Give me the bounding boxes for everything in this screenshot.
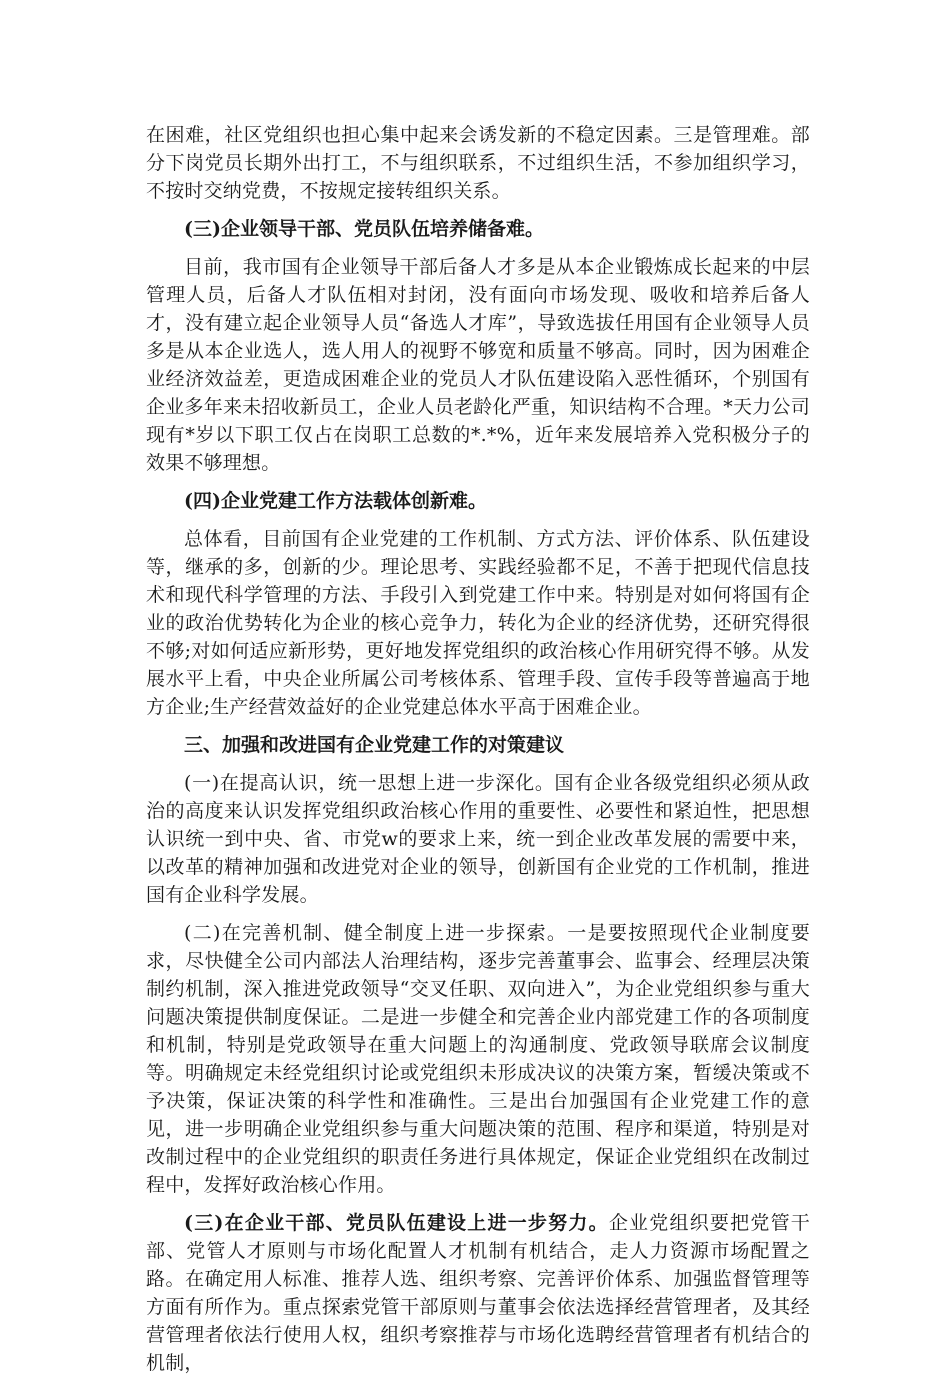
heading-cadre-reserve: (三)企业领导干部、党员队伍培养储备难。 [184,218,544,240]
paragraph-method-innovation: 总体看，目前国有企业党建的工作机制、方式方法、评价体系、队伍建设等，继承的多，创新的少。理论思考、实践经验都不足，不善于把现代信息技术和现代科学管理的方法、手段引入到党建工作中来。特别是对如何将国有企业的政治优势转化为企业的核心竞争力，转化为企业的经济优势，还研究得很不够;对如何适应新形势，更好地发挥党组织的政治核心作用研究得不够。从发展水平上看，中央企业所属公司考核体系、管理手段、宣传手段等普遍高于地方企业;生产经营效益好的企业党建总体水平高于困难企业。 [146,528,810,718]
paragraph-team-building [146,1209,810,1377]
paragraph-gap [146,1199,810,1209]
heading-section-three: 三、加强和改进国有企业党建工作的对策建议 [184,734,565,756]
paragraph-gap [146,909,810,919]
paragraph-cadre-reserve: 目前，我市国有企业领导干部后备人才多是从本企业锻炼成长起来的中层管理人员，后备人才队伍相对封闭，没有面向市场发现、吸收和培养后备人才，没有建立起企业领导人员“备选人才库”，导致选拔任用国有企业领导人员多是从本企业选人，选人用人的视野不够宽和质量不够高。同时，因为困难企业经济效益差，更造成困难企业的党员人才队伍建设陷入恶性循环，个别国有企业多年来未招收新员工，企业人员老龄化严重，知识结构不合理。*天力公司现有*岁以下职工仅占在岗职工总数的*.*%，近年来发展培养入党积极分子的效果不够理想。 [146,256,810,474]
paragraph-management-difficulty: 在困难，社区党组织也担心集中起来会诱发新的不稳定因素。三是管理难。部分下岗党员长期外出打工，不与组织联系，不过组织生活，不参加组织学习，不按时交纳党费，不按规定接转组织关系。 [146,124,810,202]
heading-method-innovation: (四)企业党建工作方法载体创新难。 [184,490,487,512]
paragraph-raise-awareness: (一)在提高认识，统一思想上进一步深化。国有企业各级党组织必须从政治的高度来认识发挥党组织政治核心作用的重要性、必要性和紧迫性，把思想认识统一到中央、省、市党w的要求上来，统一到企业改革发展的需要中来，以改革的精神加强和改进党对企业的领导，创新国有企业党的工作机制，推进国有企业科学发展。 [146,772,810,906]
paragraph-team-building-body: 企业党组织要把党管干部、党管人才原则与市场化配置人才机制有机结合，走人力资源市场配置之路。在确定用人标准、推荐人选、组织考察、完善评价体系、加强监督管理等方面有所作为。重点探索党管干部原则与董事会依法选择经营管理者，及其经营管理者依法行使用人权，组织考察推荐与市场化选聘经营管理者有机结合的机制， [146,1212,810,1374]
paragraph-improve-mechanism: (二)在完善机制、健全制度上进一步探索。一是要按照现代企业制度要求，尽快健全公司内部法人治理结构，逐步完善董事会、监事会、经理层决策制约机制，深入推进党政领导“交叉任职、双向进入”，为企业党组织参与重大问题决策提供制度保证。二是进一步健全和完善企业内部党建工作的各项制度和机制，特别是党政领导在重大问题上的沟通制度、党政领导联席会议制度等。明确规定未经党组织讨论或党组织未形成决议的决策方案，暂缓决策或不予决策，保证决策的科学性和准确性。三是出台加强国有企业党建工作的意见，进一步明确企业党组织参与重大问题决策的范围、程序和渠道，特别是对改制过程中的企业党组织的职责任务进行具体规定，保证企业党组织在改制过程中，发挥好政治核心作用。 [146,922,810,1196]
document-page [146,121,810,1377]
paragraph-team-building-lead: (三)在企业干部、党员队伍建设上进一步努力。 [184,1212,609,1234]
